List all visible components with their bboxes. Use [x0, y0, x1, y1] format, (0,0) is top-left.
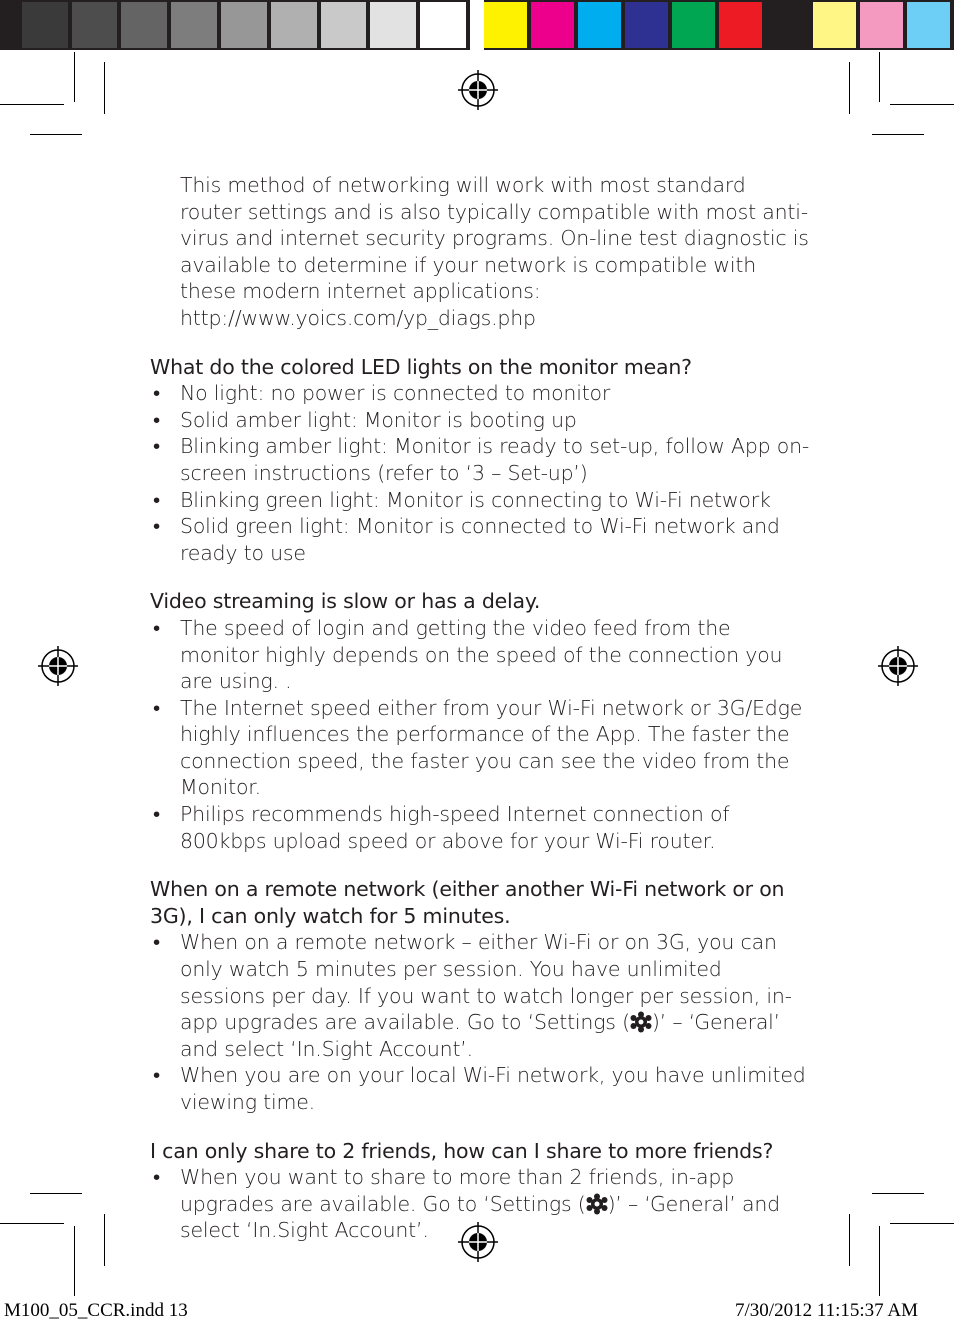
list-item-text: When on a remote network – either Wi-Fi or on 3G, you can only watch 5 minutes per session. You have unlimited sessions per day. If you want to watch longer per session, in-app upgrades are available. Go to ‘Settings (: [180, 930, 792, 1035]
crop-mark: [872, 134, 924, 135]
color-swatch: [531, 2, 574, 48]
crop-mark: [872, 1193, 924, 1194]
list-item-text: )’ – ‘General’ and select ‘In.Sight Account’.: [180, 1010, 780, 1061]
color-swatch: [370, 2, 416, 48]
crop-mark: [74, 52, 75, 102]
color-swatch: [420, 2, 466, 48]
section-heading: I can only share to 2 friends, how can I share to more friends?: [150, 1138, 774, 1163]
color-swatch: [625, 2, 668, 48]
color-swatch: [907, 2, 950, 48]
color-swatch: [672, 2, 715, 48]
color-swatch: [72, 2, 118, 48]
section-heading: When on a remote network (either another Wi-Fi network or on 3G), I can only watch for 5 minutes.: [150, 877, 785, 928]
crop-mark: [879, 1226, 880, 1296]
color-swatch: [221, 2, 267, 48]
crop-mark: [30, 134, 82, 135]
section-remote-network: [150, 876, 810, 1115]
list-item: [150, 1164, 810, 1244]
intro-paragraph: This method of networking will work with most standard router settings and is also typically compatible with most anti-virus and internet security programs. On-line test diagnostic is available to determine if your network is compatible with these modern internet applications: http://www.yoics.com/yp_diags.php: [180, 173, 809, 330]
crop-mark: [849, 62, 850, 114]
bullet-list: [150, 615, 810, 854]
color-swatch: [813, 2, 856, 48]
color-swatch: [321, 2, 367, 48]
crop-mark: [890, 104, 954, 105]
process-color-bar: [484, 0, 954, 50]
color-swatch: [484, 2, 527, 48]
slug-filename: M100_05_CCR.indd 13: [4, 1300, 188, 1321]
crop-mark: [890, 1223, 954, 1224]
crop-mark: [104, 1214, 105, 1266]
color-swatch: [578, 2, 621, 48]
crop-mark: [104, 62, 105, 114]
list-item: • Blinking green light: Monitor is connecting to Wi-Fi network: [150, 487, 810, 514]
list-item: • Solid amber light: Monitor is booting up: [150, 407, 810, 434]
list-item: • Solid green light: Monitor is connected to Wi-Fi network and ready to use: [150, 513, 810, 566]
list-item: • The speed of login and getting the video feed from the monitor highly depends on the speed of the connection you are using. .: [150, 615, 810, 695]
grayscale-color-bar: [0, 0, 470, 50]
color-swatch: [171, 2, 217, 48]
slug-timestamp: 7/30/2012 11:15:37 AM: [735, 1300, 918, 1321]
gear-icon: [586, 1193, 608, 1215]
crop-mark: [0, 104, 64, 105]
crop-mark: [74, 1226, 75, 1296]
color-swatch: [22, 2, 68, 48]
bullet-list: [150, 380, 810, 566]
bullet-list: [150, 1164, 810, 1244]
crop-mark: [879, 52, 880, 102]
section-heading: What do the colored LED lights on the monitor mean?: [150, 354, 692, 379]
section-led-lights: [150, 354, 810, 567]
color-swatch: [860, 2, 903, 48]
section-heading: Video streaming is slow or has a delay.: [150, 589, 541, 614]
document-body: [150, 172, 810, 1244]
crop-mark: [0, 1223, 64, 1224]
list-item: • Blinking amber light: Monitor is ready to set-up, follow App on-screen instructions (refer to ‘3 – Set-up’): [150, 433, 810, 486]
list-item: • Philips recommends high-speed Internet connection of 800kbps upload speed or above for your Wi-Fi router.: [150, 801, 810, 854]
registration-mark-icon: [458, 70, 498, 110]
color-swatch: [121, 2, 167, 48]
gear-icon: [630, 1011, 652, 1033]
registration-mark-icon: [878, 646, 918, 686]
list-item: • When you are on your local Wi-Fi network, you have unlimited viewing time.: [150, 1062, 810, 1115]
list-item: • The Internet speed either from your Wi-Fi network or 3G/Edge highly influences the performance of the App. The faster the connection speed, the faster you can see the video from the Monitor.: [150, 695, 810, 801]
color-swatch: [766, 2, 809, 48]
registration-mark-icon: [38, 646, 78, 686]
color-swatch: [719, 2, 762, 48]
section-share-friends: [150, 1138, 810, 1244]
list-item: [150, 929, 810, 1062]
list-item-text: )’ – ‘General’ and select ‘In.Sight Account’.: [180, 1191, 780, 1243]
color-swatch: [271, 2, 317, 48]
color-swatch: [0, 2, 18, 48]
crop-mark: [849, 1214, 850, 1266]
crop-mark: [30, 1193, 82, 1194]
bullet-list: [150, 929, 810, 1115]
section-video-streaming: [150, 588, 810, 854]
list-item: • No light: no power is connected to monitor: [150, 380, 810, 407]
list-item-text: When you want to share to more than 2 friends, in-app upgrades are available. Go to ‘Settings (: [180, 1165, 735, 1216]
